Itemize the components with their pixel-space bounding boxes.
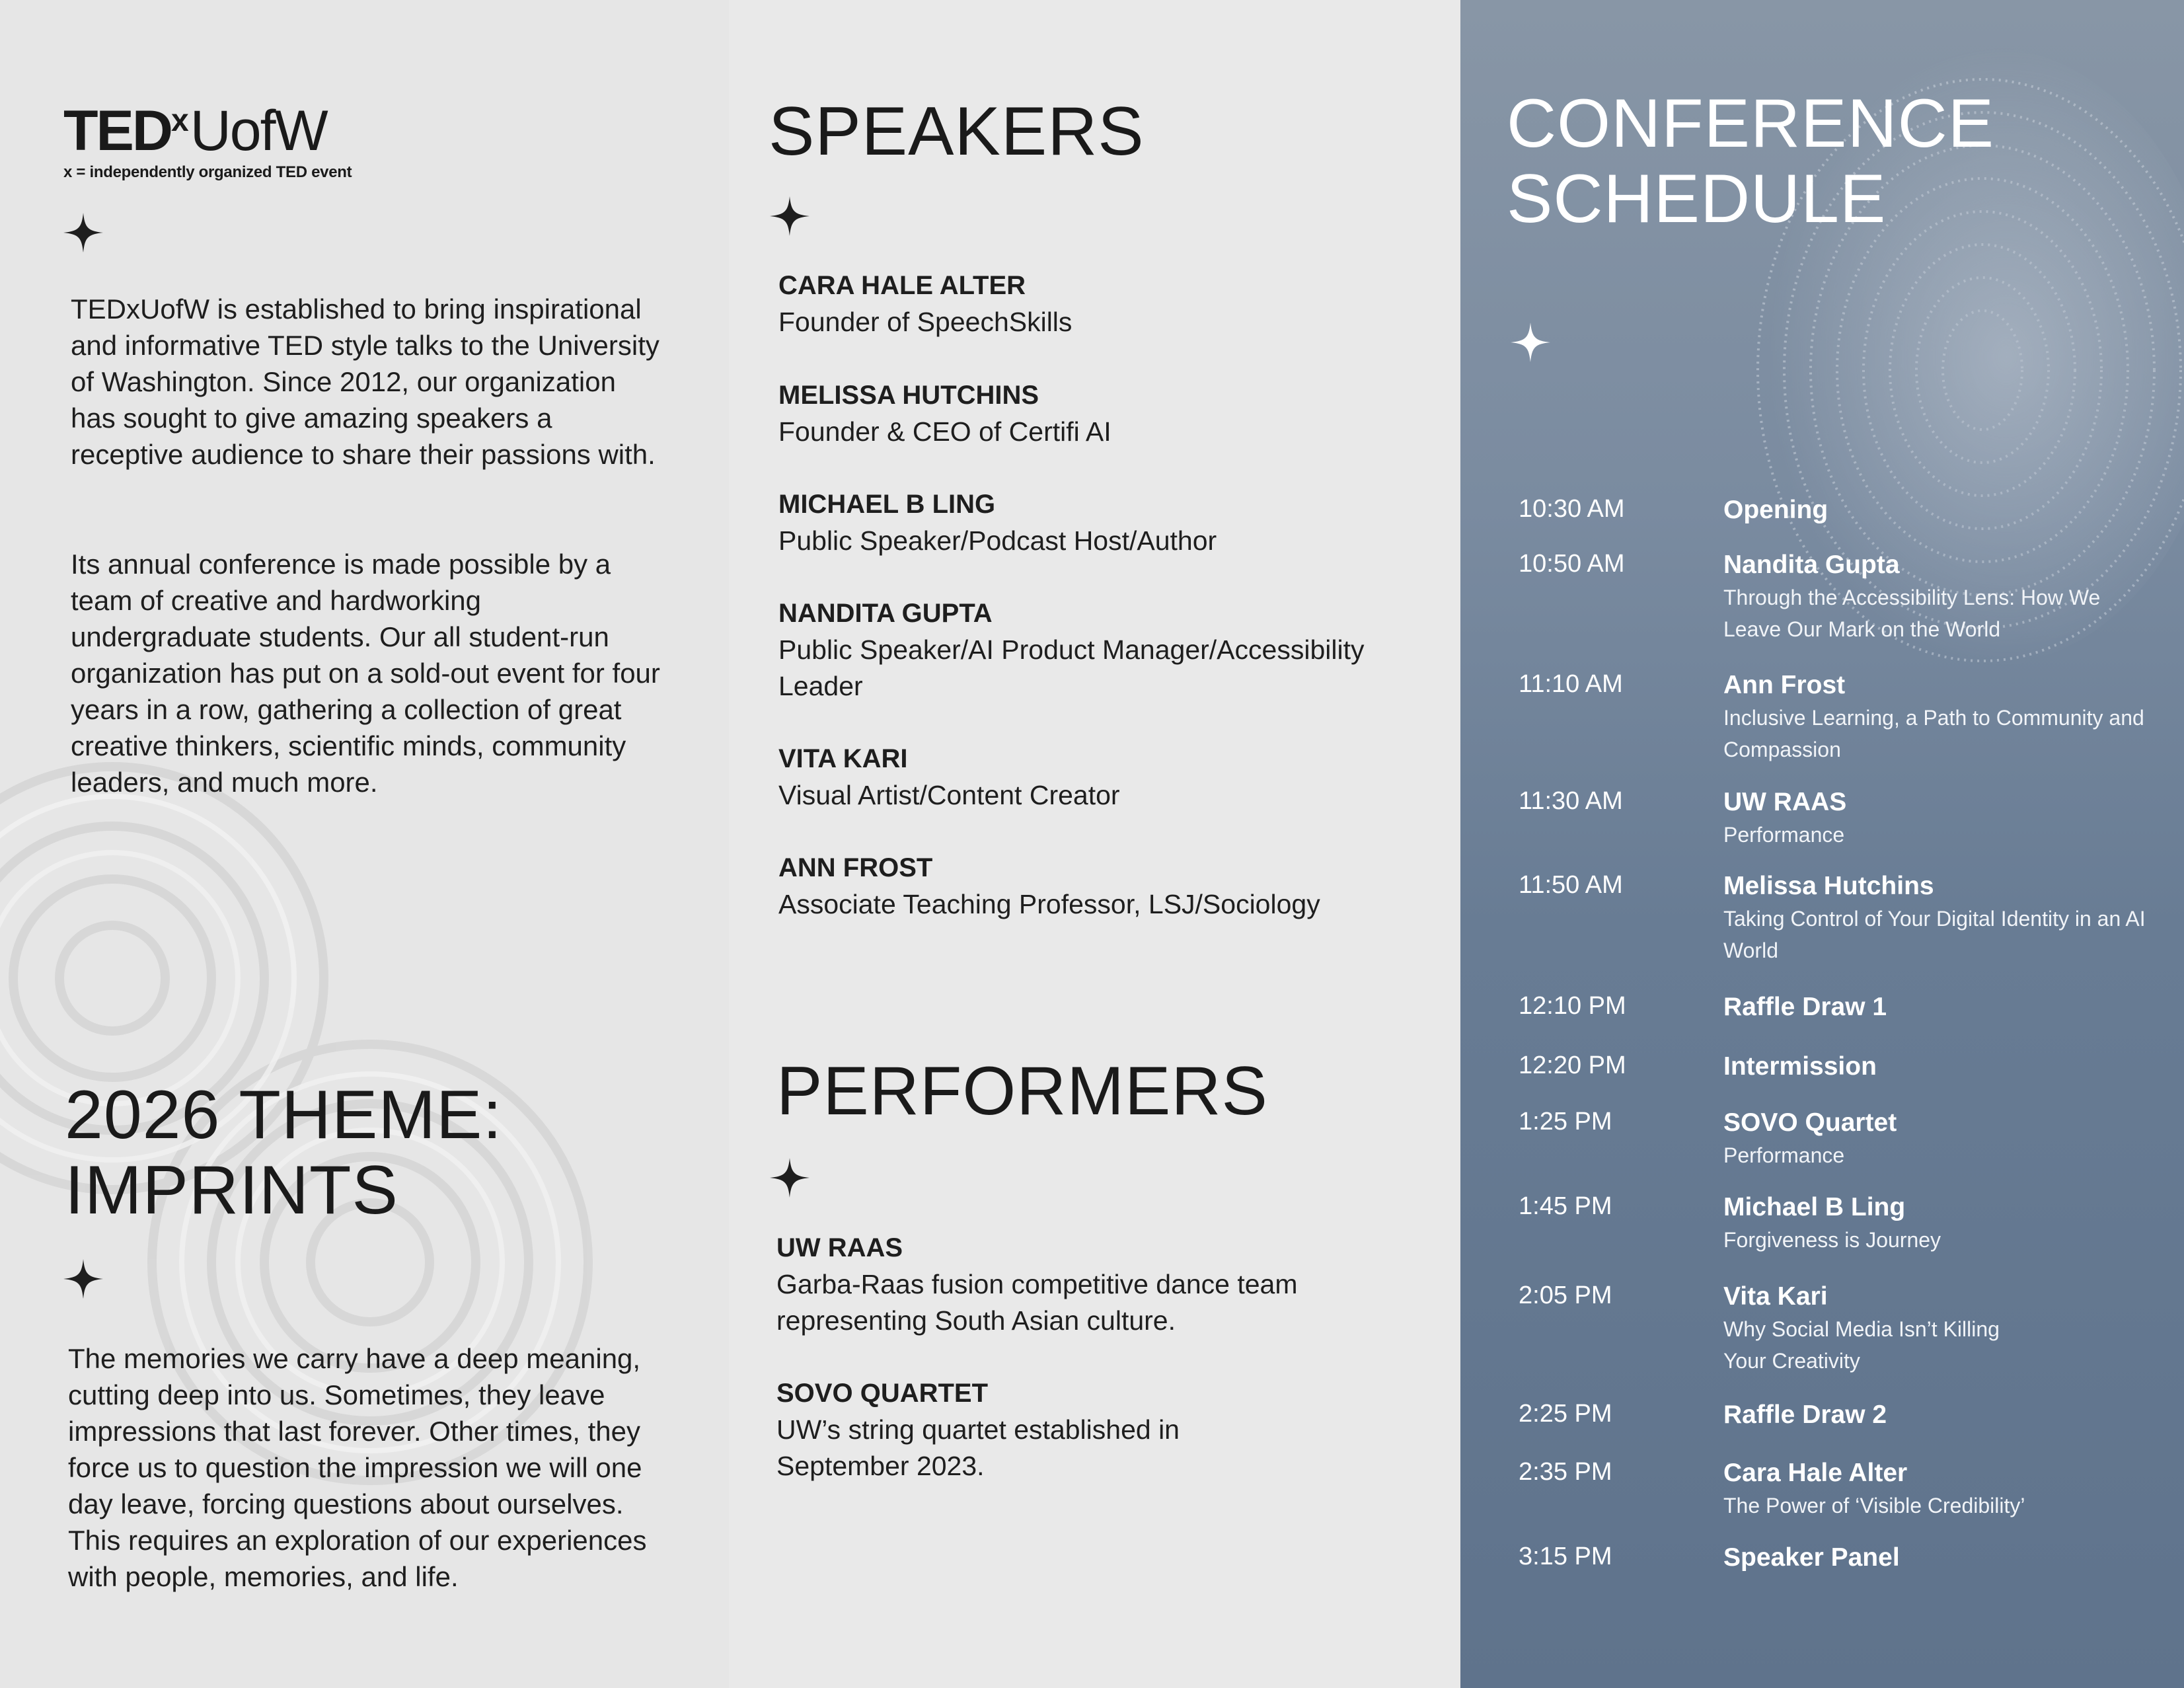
performer-name: UW RAAS bbox=[776, 1233, 903, 1262]
schedule-title: Vita Kari bbox=[1723, 1282, 1828, 1311]
speaker-name: NANDITA GUPTA bbox=[778, 599, 993, 628]
schedule-time: 2:25 PM bbox=[1519, 1400, 1612, 1428]
schedule-subtitle: Forgiveness is Journey bbox=[1723, 1228, 1941, 1252]
schedule-time: 3:15 PM bbox=[1519, 1543, 1612, 1570]
schedule-title: UW RAAS bbox=[1723, 788, 1847, 816]
about-paragraph-1: TEDxUofW is established to bring inspirational and informative TED style talks to the University of Washington. Since 2012, our organization has sought to give amazing speakers a receptive audience to share their passions with. bbox=[71, 293, 659, 470]
schedule-time: 1:25 PM bbox=[1519, 1108, 1612, 1135]
schedule-time: 2:35 PM bbox=[1519, 1458, 1612, 1486]
sparkle-icon bbox=[770, 196, 810, 236]
logo-x-text: x bbox=[171, 103, 188, 138]
performer-entry bbox=[776, 1375, 1279, 1484]
logo-ted-text: TED bbox=[63, 99, 171, 163]
schedule-heading bbox=[1507, 86, 1994, 237]
schedule-time: 12:20 PM bbox=[1519, 1052, 1626, 1079]
schedule-time: 2:05 PM bbox=[1519, 1282, 1612, 1309]
tedx-logo bbox=[63, 99, 352, 182]
schedule-time: 1:45 PM bbox=[1519, 1192, 1612, 1220]
schedule-panel bbox=[1460, 0, 2184, 1688]
speaker-role: Public Speaker/AI Product Manager/Accessibility Leader bbox=[778, 634, 1365, 701]
schedule-subtitle: Through the Accessibility Lens: How We Leave Our Mark on the World bbox=[1723, 586, 2101, 641]
schedule-subtitle: Inclusive Learning, a Path to Community and Compassion bbox=[1723, 706, 2144, 761]
schedule-title: Cara Hale Alter bbox=[1723, 1459, 1908, 1487]
schedule-title: Melissa Hutchins bbox=[1723, 872, 1934, 900]
schedule-time: 12:10 PM bbox=[1519, 992, 1626, 1020]
schedule-subtitle: Taking Control of Your Digital Identity in an AI World bbox=[1723, 907, 2146, 962]
speaker-entry bbox=[778, 486, 1413, 559]
speaker-role: Founder of SpeechSkills bbox=[778, 307, 1073, 337]
speaker-entry bbox=[778, 595, 1413, 705]
schedule-title: Ann Frost bbox=[1723, 671, 1846, 699]
schedule-subtitle: The Power of ‘Visible Credibility’ bbox=[1723, 1494, 2025, 1517]
performer-description: Garba-Raas fusion competitive dance team representing South Asian culture. bbox=[776, 1269, 1298, 1336]
speaker-name: MICHAEL B LING bbox=[778, 490, 996, 519]
performer-description: UW’s string quartet established in September 2023. bbox=[776, 1414, 1180, 1481]
speaker-name: CARA HALE ALTER bbox=[778, 271, 1026, 300]
speaker-entry bbox=[778, 377, 1413, 450]
schedule-title: Intermission bbox=[1723, 1052, 1877, 1081]
schedule-time: 11:10 AM bbox=[1519, 670, 1623, 698]
schedule-heading-line1: CONFERENCE bbox=[1507, 85, 1995, 162]
speaker-name: ANN FROST bbox=[778, 853, 933, 882]
performer-name: SOVO QUARTET bbox=[776, 1379, 989, 1408]
schedule-title: Michael B Ling bbox=[1723, 1193, 1906, 1221]
schedule-heading-line2: SCHEDULE bbox=[1507, 161, 1887, 237]
speakers-panel bbox=[729, 0, 1460, 1688]
schedule-time: 11:30 AM bbox=[1519, 787, 1623, 815]
speaker-name: MELISSA HUTCHINS bbox=[778, 381, 1039, 410]
performers-heading: PERFORMERS bbox=[776, 1053, 1268, 1130]
speaker-role: Public Speaker/Podcast Host/Author bbox=[778, 525, 1217, 556]
theme-paragraph: The memories we carry have a deep meaning, cutting deep into us. Sometimes, they leave impressions that last forever. Other times, they force us to question the impression we will one day leave, forcing questions about ourselves. This requires an exploration of our experiences with people, memories, and life. bbox=[68, 1343, 647, 1592]
speaker-role: Founder & CEO of Certifi AI bbox=[778, 416, 1111, 447]
sparkle-icon bbox=[770, 1158, 810, 1198]
sparkle-icon bbox=[63, 213, 103, 252]
about-paragraph-2: Its annual conference is made possible by a team of creative and hardworking undergraduate students. Our all student-run organization has put on a sold-out event for four years in a row, gathering a collection of great creative thinkers, scientific minds, community leaders, and much more. bbox=[71, 549, 660, 798]
theme-heading bbox=[65, 1077, 659, 1228]
theme-heading-line1: 2026 THEME: bbox=[65, 1077, 503, 1153]
schedule-title: Raffle Draw 2 bbox=[1723, 1400, 1887, 1429]
schedule-time: 11:50 AM bbox=[1519, 871, 1623, 899]
performer-entry bbox=[776, 1229, 1358, 1339]
schedule-subtitle: Why Social Media Isn’t Killing Your Creativity bbox=[1723, 1317, 2000, 1373]
schedule-title: Speaker Panel bbox=[1723, 1543, 1900, 1572]
speaker-entry bbox=[778, 740, 1413, 814]
schedule-subtitle: Performance bbox=[1723, 823, 1845, 847]
logo-tagline: x = independently organized TED event bbox=[63, 163, 352, 181]
schedule-title: Opening bbox=[1723, 496, 1828, 524]
schedule-time: 10:50 AM bbox=[1519, 550, 1625, 578]
schedule-title: Raffle Draw 1 bbox=[1723, 993, 1887, 1021]
about-panel bbox=[0, 0, 729, 1688]
schedule-time: 10:30 AM bbox=[1519, 495, 1625, 523]
speaker-role: Visual Artist/Content Creator bbox=[778, 780, 1120, 810]
schedule-title: Nandita Gupta bbox=[1723, 551, 1900, 579]
theme-heading-line2: IMPRINTS bbox=[65, 1152, 398, 1229]
logo-uofw-text: UofW bbox=[190, 99, 327, 163]
speaker-role: Associate Teaching Professor, LSJ/Sociology bbox=[778, 889, 1320, 919]
schedule-title: SOVO Quartet bbox=[1723, 1108, 1897, 1137]
speaker-name: VITA KARI bbox=[778, 744, 908, 773]
speakers-heading: SPEAKERS bbox=[769, 93, 1145, 170]
sparkle-icon bbox=[63, 1259, 103, 1299]
schedule-subtitle: Performance bbox=[1723, 1143, 1845, 1167]
sparkle-icon bbox=[1511, 323, 1550, 362]
speaker-entry bbox=[778, 849, 1413, 923]
speaker-entry bbox=[778, 267, 1413, 340]
